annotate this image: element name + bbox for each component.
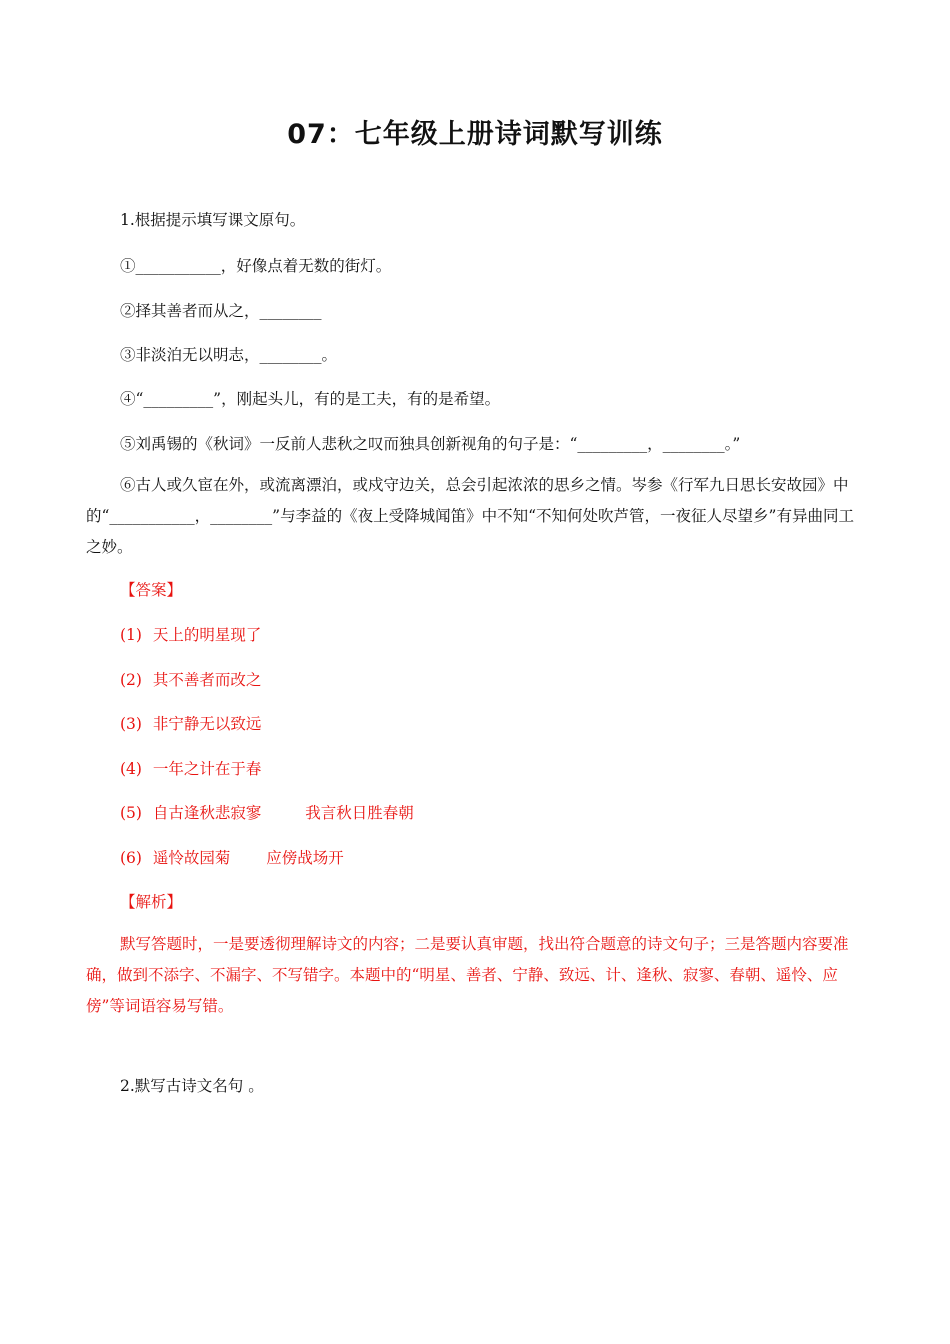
answer-line (120, 846, 344, 868)
answer-number: (1) (120, 626, 142, 644)
question-1-item-4: ④“_________”，刚起头儿，有的是工夫，有的是希望。 (120, 390, 501, 408)
question-2-heading: 2.默写古诗文名句 。 (120, 1077, 264, 1095)
answer-line (120, 623, 261, 645)
question-1-item-1: ①___________，好像点着无数的街灯。 (120, 257, 392, 275)
answer-number: (3) (120, 715, 142, 733)
answer-number: (6) (120, 849, 142, 867)
answer-line (120, 712, 261, 734)
answer-number: (2) (120, 671, 142, 689)
answer-text-second: 应傍战场开 (266, 849, 344, 867)
question-1-item-6: ⑥古人或久宦在外，或流离漂泊，或戍守边关，总会引起浓浓的思乡之情。岑参《行军九日思长安故园》中的“___________，________”与李益的《夜上受降城闻笛》中不知“不知何处吹芦管，一夜征人尽望乡”有异曲同工之妙。 (86, 476, 854, 556)
answer-line (120, 801, 414, 823)
question-1-item-5: ⑤刘禹锡的《秋词》一反前人悲秋之叹而独具创新视角的句子是：“_________，________。” (120, 435, 741, 453)
answer-line (120, 668, 261, 690)
answer-number: (4) (120, 760, 142, 778)
analysis-text: 默写答题时，一是要透彻理解诗文的内容；二是要认真审题，找出符合题意的诗文句子；三是答题内容要准确，做到不添字、不漏字、不写错字。本题中的“明星、善者、宁静、致远、计、逢秋、寂寥、春朝、遥怜、应傍”等词语容易写错。 (86, 935, 849, 1015)
analysis-heading: 【解析】 (120, 893, 183, 911)
answer-text: 自古逢秋悲寂寥 (152, 804, 262, 822)
answer-text: 非宁静无以致远 (152, 715, 262, 733)
answer-heading: 【答案】 (120, 581, 183, 599)
answer-text: 一年之计在于春 (152, 760, 262, 778)
question-1-item-2: ②择其善者而从之，________ (120, 302, 322, 320)
answer-line (120, 757, 261, 779)
answer-text-second: 我言秋日胜春朝 (305, 804, 414, 822)
question-1-heading: 1.根据提示填写课文原句。 (120, 211, 306, 229)
answer-text: 遥怜故园菊 (152, 849, 231, 867)
answer-text: 其不善者而改之 (152, 671, 262, 689)
page-title: 07：七年级上册诗词默写训练 (287, 119, 663, 150)
answer-text: 天上的明星现了 (152, 626, 262, 644)
answer-number: (5) (120, 804, 142, 822)
question-1-item-3: ③非淡泊无以明志，________。 (120, 346, 338, 364)
